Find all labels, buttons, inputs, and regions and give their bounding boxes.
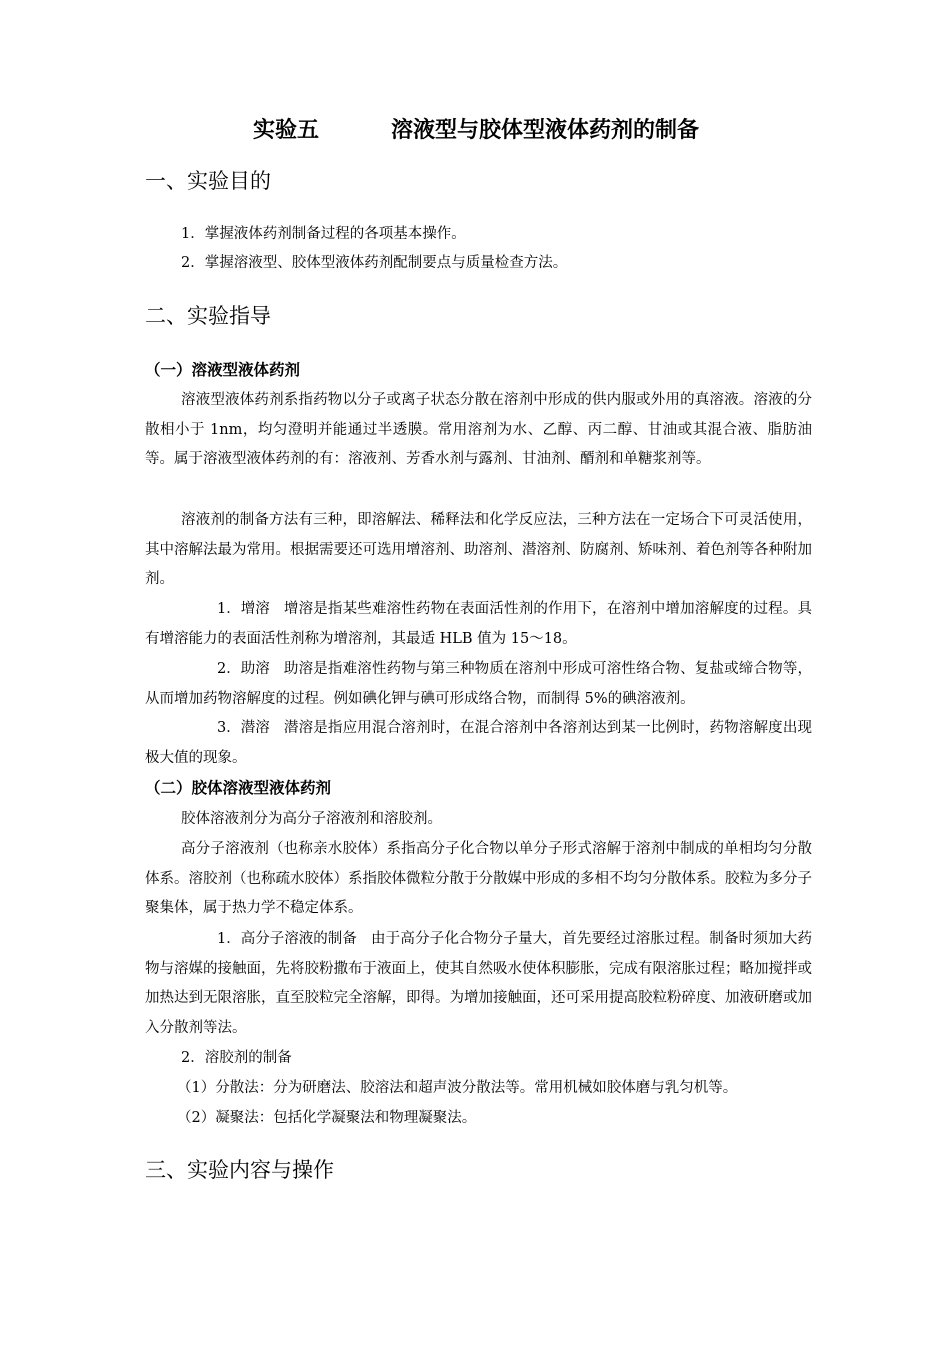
term-label: 1．增溶 bbox=[217, 601, 270, 617]
term-label: 1．高分子溶液的制备 bbox=[217, 931, 357, 947]
subsection-heading-solution: （一）溶液型液体药剂 bbox=[145, 360, 301, 379]
paragraph: 高分子溶液剂（也称亲水胶体）系指高分子化合物以单分子形式溶解于溶剂中制成的单相均匀分散体系。溶胶剂（也称疏水胶体）系指胶体微粒分散于分散媒中形成的多相不均匀分散体系。胶粒为多分子聚集体，属于热力学不稳定体系。 bbox=[145, 841, 812, 916]
term-label: 3．潜溶 bbox=[217, 720, 270, 736]
paragraph-polymer-solution-prep bbox=[145, 925, 812, 1043]
subsection-heading-colloid: （二）胶体溶液型液体药剂 bbox=[145, 778, 332, 797]
document-title bbox=[0, 114, 952, 146]
paragraph: 溶液型液体药剂系指药物以分子或离子状态分散在溶剂中形成的供内服或外用的真溶液。溶液的分散相小于 1nm，均匀澄明并能通过半透膜。常用溶剂为水、乙醇、丙二醇、甘油或其混合液、脂肪油等。属于溶液型液体药剂的有：溶液剂、芳香水剂与露剂、甘油剂、醑剂和单糖浆剂等。 bbox=[145, 392, 812, 467]
term-text: 潜溶是指应用混合溶剂时，在混合溶剂中各溶剂达到某一比例时，药物溶解度出现极大值的现象。 bbox=[145, 720, 812, 766]
experiment-topic: 溶液型与胶体型液体药剂的制备 bbox=[391, 117, 700, 143]
term-text: 由于高分子化合物分子量大，首先要经过溶胀过程。制备时须加大药物与溶媒的接触面，先将胶粉撒布于液面上，使其自然吸水使体积膨胀，完成有限溶胀过程；略加搅拌或加热达到无限溶胀，直至胶粒完全溶解，即得。为增加接触面，还可采用提高胶粒粉碎度、加液研磨或加入分散剂等法。 bbox=[145, 931, 812, 1036]
term-text: 增溶是指某些难溶性药物在表面活性剂的作用下，在溶剂中增加溶解度的过程。具有增溶能力的表面活性剂称为增溶剂，其最适 HLB 值为 15～18。 bbox=[145, 601, 812, 647]
paragraph-solubilization bbox=[145, 595, 812, 654]
paragraph-hydrotropy bbox=[145, 655, 812, 714]
term-text: 助溶是指难溶性药物与第三种物质在溶剂中形成可溶性络合物、复盐或缔合物等，从而增加药物溶解度的过程。例如碘化钾与碘可形成络合物，而制得 5%的碘溶液剂。 bbox=[145, 661, 812, 707]
paragraph: 溶液剂的制备方法有三种，即溶解法、稀释法和化学反应法，三种方法在一定场合下可灵活使用，其中溶解法最为常用。根据需要还可选用增溶剂、助溶剂、潜溶剂、防腐剂、矫味剂、着色剂等各种附加剂。 bbox=[145, 512, 812, 587]
section-heading-objectives: 一、实验目的 bbox=[145, 169, 271, 193]
method-dispersion: （1）分散法：分为研磨法、胶溶法和超声波分散法等。常用机械如胶体磨与乳匀机等。 bbox=[177, 1080, 738, 1096]
list-item: 1．掌握液体药剂制备过程的各项基本操作。 bbox=[181, 226, 466, 242]
section-heading-procedure: 三、实验内容与操作 bbox=[145, 1158, 334, 1182]
paragraph: 胶体溶液剂分为高分子溶液剂和溶胶剂。 bbox=[181, 811, 442, 827]
term-label: 2．助溶 bbox=[217, 661, 270, 677]
method-condensation: （2）凝聚法：包括化学凝聚法和物理凝聚法。 bbox=[177, 1110, 477, 1126]
list-item: 2．掌握溶液型、胶体型液体药剂配制要点与质量检查方法。 bbox=[181, 255, 568, 271]
experiment-number: 实验五 bbox=[252, 117, 319, 143]
paragraph-sol-prep: 2．溶胶剂的制备 bbox=[181, 1050, 292, 1066]
objectives-list bbox=[145, 220, 812, 278]
paragraph-cosolvency bbox=[145, 714, 812, 773]
section-heading-guidance: 二、实验指导 bbox=[145, 304, 271, 328]
